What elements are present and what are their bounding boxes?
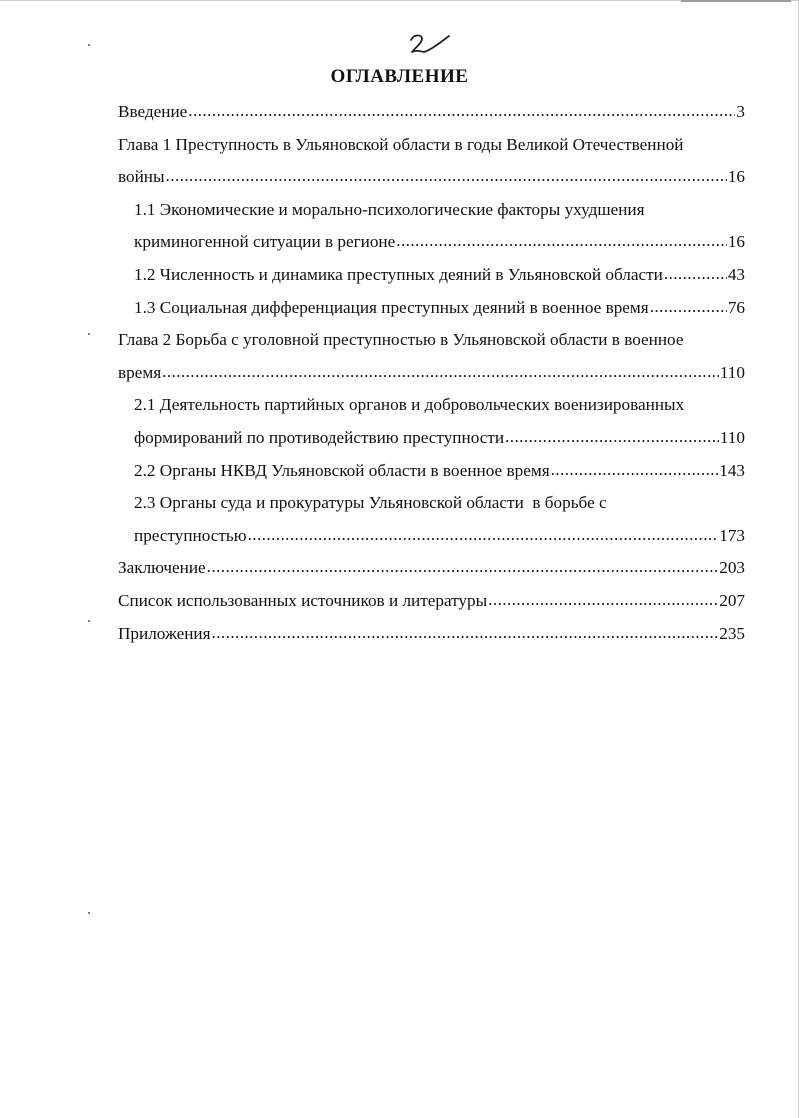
scan-speck (88, 44, 90, 46)
toc-subentry (118, 487, 745, 520)
toc-page-number: 76 (727, 297, 745, 317)
toc-page-number: 235 (719, 623, 745, 643)
toc-entry-title: 1.2 Численность и динамика преступных деяний в Ульяновской области (134, 264, 663, 284)
toc-page-number: 203 (719, 558, 745, 578)
toc-entry (118, 161, 745, 194)
dot-leader (207, 551, 719, 584)
toc-subentry (118, 194, 745, 227)
toc-entry-title: Приложения (118, 623, 211, 643)
dot-leader (488, 584, 718, 617)
toc-entry (118, 585, 745, 618)
toc-subentry (118, 226, 745, 259)
dot-leader (551, 454, 719, 487)
table-of-contents (118, 96, 745, 650)
scan-speck (88, 620, 90, 622)
scan-artifact (681, 0, 791, 2)
toc-entry (118, 357, 745, 390)
toc-page-number: 43 (727, 264, 745, 284)
toc-page-number: 207 (719, 590, 745, 610)
toc-entry-title: время (118, 362, 162, 382)
toc-entry (118, 552, 745, 585)
scan-speck (88, 333, 90, 335)
dot-leader (188, 95, 735, 128)
dot-leader (212, 617, 719, 650)
toc-entry-title: 1.3 Социальная дифференциация преступных деяний в военное время (134, 297, 649, 317)
toc-entry (118, 324, 745, 357)
toc-entry-title: 2.2 Органы НКВД Ульяновской области в военное время (134, 460, 550, 480)
toc-entry-title: преступностью (134, 525, 247, 545)
toc-entry (118, 96, 745, 129)
toc-subentry (118, 292, 745, 325)
toc-subentry (118, 520, 745, 553)
dot-leader (396, 225, 727, 258)
dot-leader (248, 519, 719, 552)
toc-entry-title: войны (118, 167, 165, 187)
toc-entry-title: 2.1 Деятельность партийных органов и добровольческих военизированных (134, 395, 685, 415)
toc-entry-title: 1.1 Экономические и морально-психологические факторы ухудшения (134, 199, 645, 219)
toc-subentry (118, 422, 745, 455)
dot-leader (505, 421, 719, 454)
dot-leader (664, 258, 727, 291)
toc-entry-title: Глава 2 Борьба с уголовной преступностью в Ульяновской области в военное (118, 330, 684, 350)
toc-entry-title: Заключение (118, 558, 206, 578)
page-title: ОГЛАВЛЕНИЕ (330, 66, 469, 87)
dot-leader (166, 160, 727, 193)
toc-entry-title: Глава 1 Преступность в Ульяновской области в годы Великой Отечественной (118, 134, 684, 154)
dot-leader (650, 291, 727, 324)
scan-speck (88, 912, 90, 914)
toc-subentry (118, 259, 745, 292)
toc-page-number: 3 (736, 102, 745, 121)
toc-page-number: 143 (719, 460, 745, 480)
handwritten-page-number (405, 30, 455, 60)
toc-entry-title: 2.3 Органы суда и прокуратуры Ульяновской области в борьбе с (134, 493, 607, 513)
toc-subentry (118, 389, 745, 422)
scan-edge (0, 0, 799, 1)
toc-entry-title: Список использованных источников и литературы (118, 590, 488, 610)
toc-page-number: 173 (719, 525, 745, 545)
toc-page-number: 16 (727, 167, 745, 187)
toc-page-number: 16 (727, 232, 745, 252)
toc-entry (118, 618, 745, 651)
dot-leader (162, 356, 719, 389)
toc-entry-title: формирований по противодействию преступности (134, 427, 505, 447)
toc-page-number: 110 (719, 427, 745, 447)
toc-entry-title: Введение (118, 102, 188, 121)
toc-entry (118, 129, 745, 162)
toc-page-number: 110 (719, 362, 745, 382)
toc-subentry (118, 455, 745, 488)
toc-entry-title: криминогенной ситуации в регионе (134, 232, 396, 252)
